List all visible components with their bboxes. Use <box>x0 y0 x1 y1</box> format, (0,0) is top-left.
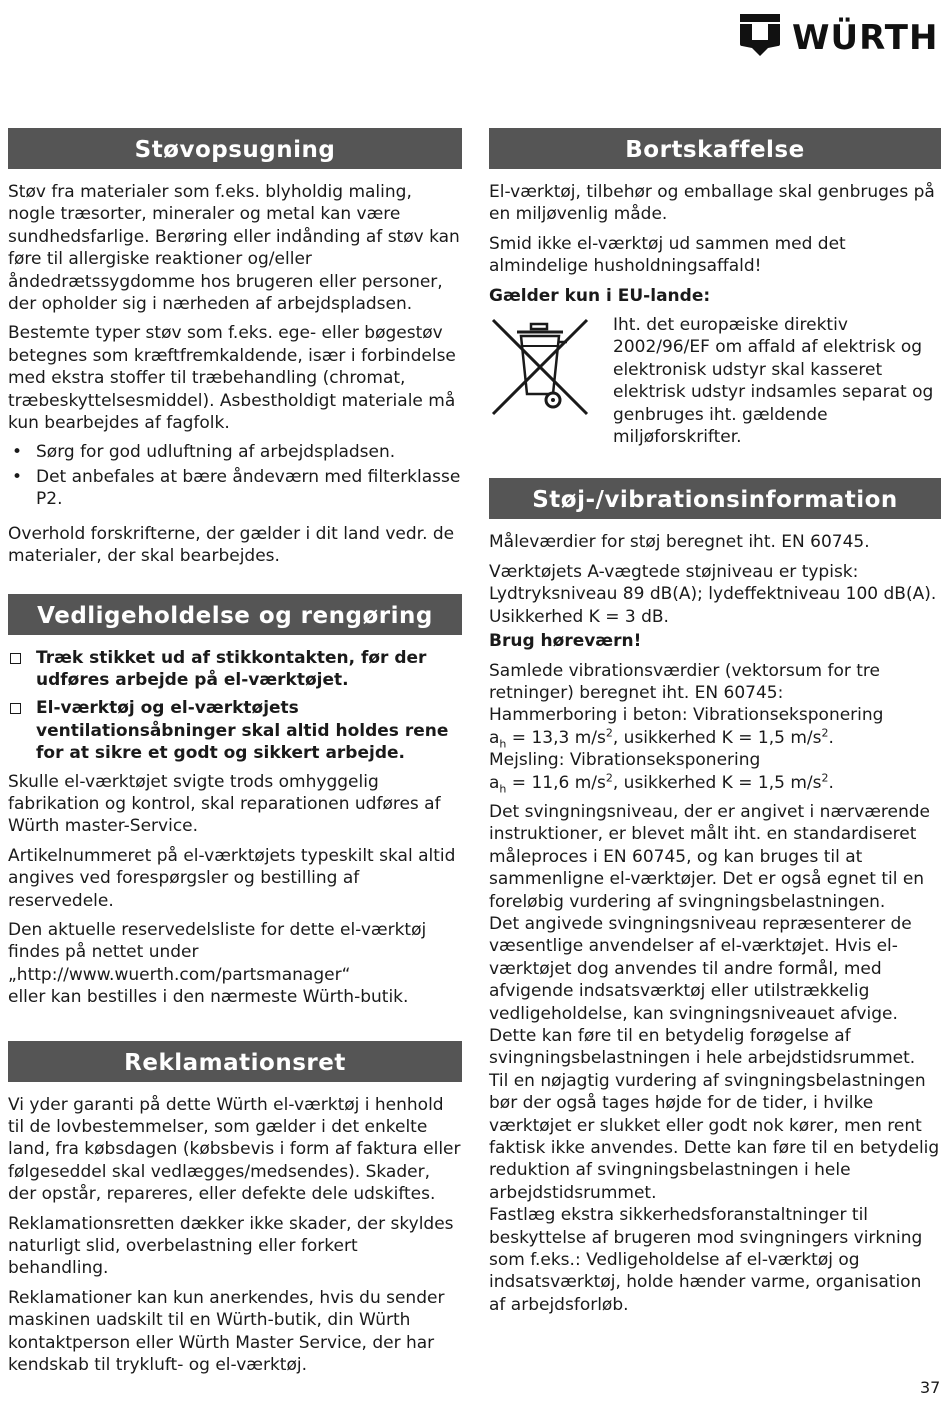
dust-bullet-list <box>8 441 462 510</box>
dust-paragraph-1: Støv fra materialer som f.eks. blyholdig maling, nogle træsorter, mineraler og metal kan være sundhedsfarlige. Berøring eller indånding af støv kan føre til allergiske reaktioner og/eller åndedrætssygdomme hos brugeren eller personer, der opholder sig i nærheden af arbejdspladsen. <box>8 182 460 315</box>
chisel-subscript: h <box>499 781 507 795</box>
eu-heading: Gælder kun i EU-lande: <box>489 285 711 306</box>
warranty-paragraph-1: Vi yder garanti på dette Würth el-værktøj i henhold til de lovbestemmelser, som gælder i det enkelte land, fra købsdagen (købsbevis i form af faktura eller følgeseddel skal vedlægges/medsendes). Skader, der opstår, repareres, eller defekte dele udskiftes. <box>8 1094 461 1205</box>
chisel-label: Mejsling: Vibrationseksponering <box>489 750 761 771</box>
dust-heading: Støvopsugning <box>8 128 462 169</box>
checklist-text: Træk stikket ud af stikkontakten, før der udføres arbejde på el-værktøjet. <box>36 647 427 690</box>
disposal-paragraph-2: Smid ikke el-værktøj ud sammen med det almindelige husholdningsaffald! <box>489 233 846 277</box>
right-column <box>489 128 941 1336</box>
chisel-value: = 11,6 m/s <box>506 772 606 793</box>
exponent: 2 <box>605 770 613 784</box>
noise-paragraph-8: Fastlæg ekstra sikkerhedsforanstaltninger til beskyttelse af brugeren mod svingningers virkning som f.eks.: Vedligeholdelse af el-værktøj og indsatsværktøj, holde hænder varme, organisation af arbejdsforløb. <box>489 1205 923 1315</box>
checkbox-square-icon <box>10 703 21 714</box>
maintenance-heading: Vedligeholdelse og rengøring <box>8 594 462 635</box>
checkbox-square-icon <box>10 653 21 664</box>
maintenance-paragraph-2: Artikelnummeret på el-værktøjets typeskilt skal altid angives ved forespørgsler og bestilling af reservedele. <box>8 845 456 911</box>
maintenance-checklist <box>8 647 462 765</box>
maintenance-section <box>8 594 462 1009</box>
chisel-uncertainty: , usikkerhed K = 1,5 m/s <box>612 772 822 793</box>
hammer-subscript: h <box>499 737 507 751</box>
list-item <box>8 647 462 692</box>
maintenance-paragraph-1: Skulle el-værktøjet svigte trods omhyggelig fabrikation og kontrol, skal reparationen udføres af Würth master-Service. <box>8 771 441 837</box>
hammer-label: Hammerboring i beton: Vibrationseksponering <box>489 705 884 726</box>
exponent: 2 <box>605 726 613 740</box>
chisel-values: $a_h = 11,6$ $m/s^2$, usikkerhed K = 1,5 $m/s^2$. <box>489 770 834 795</box>
noise-paragraph-2: Værktøjets A-vægtede støjniveau er typisk: Lydtryksniveau 89 dB(A); lydeffektniveau 100 dB(A). Usikkerhed K = 3 dB. <box>489 561 937 627</box>
hammer-values: $a_h = 13,3$ $m/s^2$, usikkerhed K = 1,5 $m/s^2$. <box>489 726 834 751</box>
partslist-intro: Den aktuelle reservedelsliste for dette el-værktøj findes på nettet under <box>8 919 427 963</box>
list-item: • Det anbefales at bære åndeværn med filterklasse P2. <box>8 466 462 511</box>
noise-paragraph-5: Det svingningsniveau, der er angivet i nærværende instruktioner, er blevet målt iht. en standardiseret måleproces i EN 60745, og kan bruges til at sammenligne el-værktøjer. Det er også egnet til en foreløbig vurdering af svingningsbelastningen. <box>489 801 930 912</box>
warranty-paragraph-3: Reklamationer kan kun anerkendes, hvis du sender maskinen uadskilt til en Würth-butik, din Würth kontaktperson eller Würth Master Service, der har kendskab til trykluft- og el-værktøj. <box>8 1287 445 1376</box>
noise-paragraph-6: Det angivede svingningsniveau repræsenterer de væsentlige anvendelser af el-værktøjet. Hvis el-værktøjet dog anvendes til andre formål, med afvigende indsatsværktøj eller utilstrækkelig vedligeholdelse, kan svingningsniveauet afvige. Dette kan føre til en betydelig forøgelse af svingningsbelastningen i hele arbejdstidsrummet. <box>489 913 916 1069</box>
list-item <box>8 697 462 764</box>
hearing-protection-note: Brug høreværn! <box>489 631 642 652</box>
weee-text: Iht. det europæiske direktiv 2002/96/EF om affald af elektrisk og elektronisk udstyr skal kasseret elektrisk udstyr indsamles separat og genbruges iht. gældende miljøforskrifter. <box>613 315 934 448</box>
exponent: 2 <box>821 770 829 784</box>
dust-paragraph-3: Overhold forskrifterne, der gælder i dit land vedr. de materialer, der skal bearbejdes. <box>8 523 455 567</box>
maintenance-paragraph-3 <box>8 919 462 1009</box>
checklist-text: El-værktøj og el-værktøjets ventilationsåbninger skal altid holdes rene for at sikre et godt og sikkert arbejde. <box>36 698 449 764</box>
chisel-symbol: a <box>489 772 500 793</box>
disposal-section <box>489 128 941 448</box>
warranty-heading: Reklamationsret <box>8 1041 462 1082</box>
page-number: 37 <box>920 1378 941 1397</box>
warranty-paragraph-2: Reklamationsretten dækker ikke skader, der skyldes naturligt slid, overbelastning eller forkert behandling. <box>8 1213 454 1279</box>
hammer-value: = 13,3 m/s <box>506 727 606 748</box>
partslist-outro: eller kan bestilles i den nærmeste Würth-butik. <box>8 987 409 1008</box>
wurth-crown-logo <box>740 14 780 56</box>
exponent: 2 <box>821 726 829 740</box>
dust-paragraph-2: Bestemte typer støv som f.eks. ege- eller bøgestøv betegnes som kræftfremkaldende, især i forbindelse med ekstra stoffer til træbehandling (chromat, træbeskyttelsesmiddel). Asbestholdigt materiale må kun bearbejdes af fagfolk. <box>8 323 456 434</box>
dust-section <box>8 128 462 568</box>
left-column <box>8 128 462 1396</box>
disposal-paragraph-1: El-værktøj, tilbehør og emballage skal genbruges på en miljøvenlig måde. <box>489 182 935 225</box>
weee-notice <box>489 314 941 448</box>
noise-section <box>489 478 941 1316</box>
partsmanager-link[interactable]: „http://www.wuerth.com/partsmanager“ <box>8 964 351 985</box>
hammer-symbol: a <box>489 727 500 748</box>
vibration-intro: Samlede vibrationsværdier (vektorsum for tre retninger) beregnet iht. EN 60745: <box>489 660 880 703</box>
noise-paragraph-7: Til en nøjagtig vurdering af svingningsbelastningen bør der også tages højde for de tider, i hvilke værktøjet er slukket eller godt nok kører, men rent faktisk ikke anvendes. Dette kan føre til en betydelig reduktion af svingningsbelastningen i hele arbejdstidsrummet. <box>489 1070 940 1203</box>
hammer-uncertainty: , usikkerhed K = 1,5 m/s <box>612 727 822 748</box>
list-item: • Sørg for god udluftning af arbejdspladsen. <box>8 441 462 463</box>
warranty-section <box>8 1041 462 1377</box>
brand-logo <box>740 14 946 58</box>
brand-name: WÜRTH <box>792 18 939 58</box>
disposal-heading: Bortskaffelse <box>489 128 941 169</box>
noise-heading: Støj-/vibrationsinformation <box>489 478 941 519</box>
noise-paragraph-1: Måleværdier for støj beregnet iht. EN 60745. <box>489 532 870 553</box>
crossed-out-wheelie-bin-icon <box>489 316 593 418</box>
